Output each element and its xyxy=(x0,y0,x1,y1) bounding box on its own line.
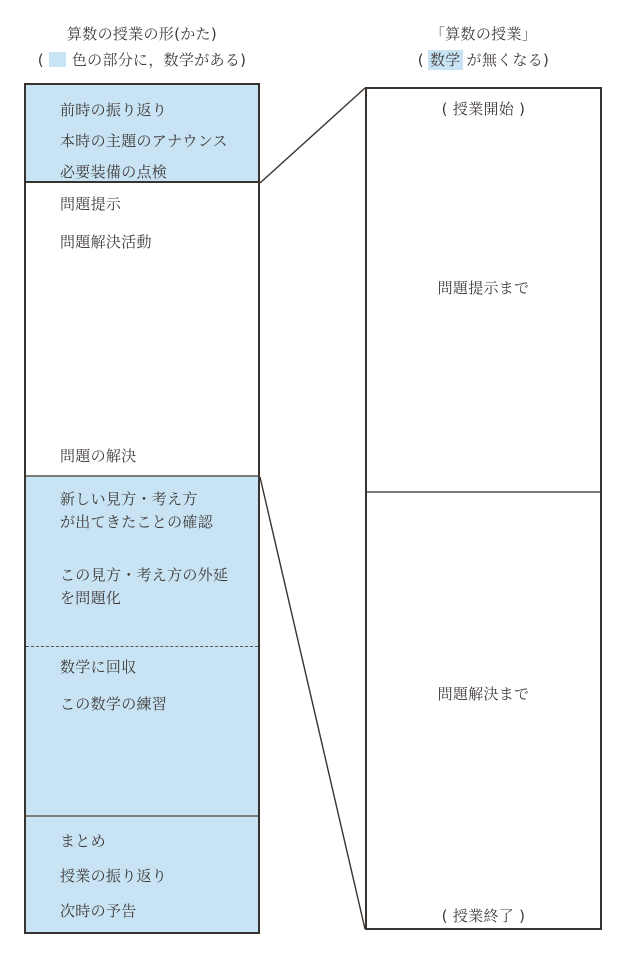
until-problem-solving-label: 問題解決まで xyxy=(437,684,530,703)
lesson-form-box xyxy=(24,83,260,934)
right-title-line2-rest: が無くなる) xyxy=(466,51,550,69)
math-highlight: 数学 xyxy=(429,51,461,69)
top-connector-line xyxy=(260,88,365,183)
intro-section xyxy=(26,85,258,183)
new-viewpoint-section xyxy=(26,477,258,647)
center-label-area xyxy=(367,493,600,904)
list-item: 問題解決活動 xyxy=(60,233,152,251)
left-column-title xyxy=(24,21,260,73)
summary-section xyxy=(26,817,258,932)
block-line: この見方・考え方の外延 xyxy=(60,566,229,584)
class-end-label: ( 授業終了 ) xyxy=(441,907,526,925)
block-line: 新しい見方・考え方 xyxy=(60,490,198,508)
until-problem-solving-section xyxy=(367,493,600,928)
list-item: 必要装備の点検 xyxy=(60,163,168,181)
blue-color-swatch-icon xyxy=(49,52,66,67)
list-item: 前時の振り返り xyxy=(60,101,168,119)
text-block xyxy=(60,488,258,534)
center-label-area xyxy=(367,121,600,491)
math-collection-section xyxy=(26,647,258,817)
right-column-title xyxy=(365,21,602,73)
list-item: 数学に回収 xyxy=(60,658,137,676)
list-item: この数学の練習 xyxy=(60,695,168,713)
list-item: 次時の予告 xyxy=(60,902,137,920)
until-problem-presentation-label: 問題提示まで xyxy=(437,278,530,297)
arithmetic-class-box xyxy=(365,87,602,930)
left-title-line2 xyxy=(24,47,260,73)
text-block xyxy=(60,564,258,610)
left-title-paren-open: ( xyxy=(37,51,44,69)
right-title-line1: 「算数の授業」 xyxy=(429,25,538,43)
bottom-connector-line xyxy=(260,477,365,929)
list-item: 本時の主題のアナウンス xyxy=(60,132,228,150)
list-item: 問題の解決 xyxy=(60,447,137,465)
right-title-line2 xyxy=(365,47,602,73)
right-title-paren-open: ( xyxy=(417,51,424,69)
class-start-label: ( 授業開始 ) xyxy=(441,100,526,118)
section-spacer xyxy=(60,258,258,441)
left-title-line1: 算数の授業の形(かた) xyxy=(66,25,217,43)
list-item: まとめ xyxy=(60,832,106,850)
block-line: を問題化 xyxy=(60,589,122,607)
until-problem-presentation-section xyxy=(367,89,600,493)
problem-solving-section xyxy=(26,183,258,477)
block-line: が出てきたことの確認 xyxy=(60,513,214,531)
left-title-line2-text: 色の部分に，数学がある) xyxy=(71,51,247,69)
list-item: 授業の振り返り xyxy=(60,867,168,885)
list-item: 問題提示 xyxy=(60,195,122,213)
